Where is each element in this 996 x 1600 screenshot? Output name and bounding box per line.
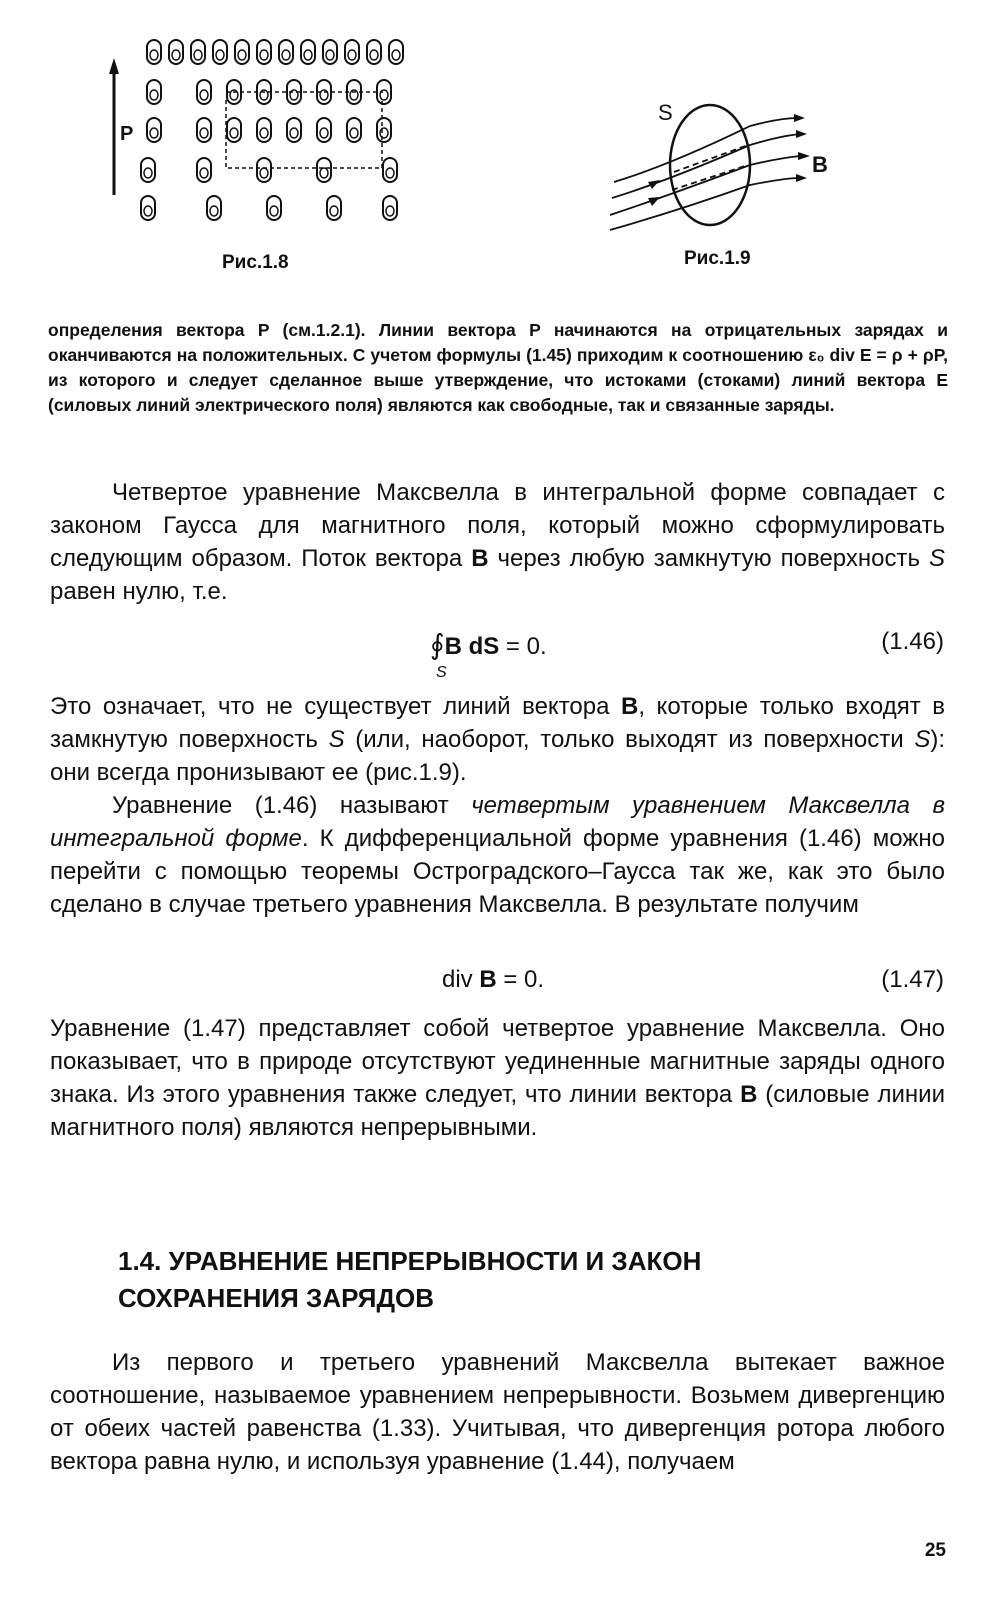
dipole-r2-c1 [197,118,211,142]
dipole-r1-c1 [197,80,211,104]
figure-1-9-caption: Рис.1.9 [684,248,751,269]
dipole-r4-c2 [267,196,281,220]
magnetic-flux-surface-diagram [600,90,850,240]
equation-1-46-number: (1.46) [881,628,944,655]
dipole-r2-c6 [347,118,361,142]
dipole-r1-c0 [147,80,161,104]
section-heading: 1.4. УРАВНЕНИЕ НЕПРЕРЫВНОСТИ И ЗАКОН СОХРАНЕНИЯ ЗАРЯДОВ [118,1246,702,1313]
dipole-lattice-diagram [108,30,428,240]
field-label: B [812,152,828,177]
dipole-r2-c3 [257,118,271,142]
dipole-r2-c2 [227,118,241,142]
dipole-r0-c3 [213,40,227,64]
dipole-r3-c3 [317,158,331,182]
page-number: 25 [924,1540,946,1561]
polarization-label: P [120,123,134,145]
dipole-r0-c10 [367,40,381,64]
dipole-r3-c1 [197,158,211,182]
small-print-paragraph: определения вектора P (см.1.2.1). Линии вектора P начинаются на отрицательных зарядах и оканчиваются на положительных. С учетом формулы (1.45) приходим к соотношению ε₀ div E = ρ + ρP, из которого и следует сделанное выше утверждение, что истоками (стоками) линий вектора E (силовых линий электрического поля) являются как свободные, так и связанные заряды. [48,320,948,415]
dipole-r2-c5 [317,118,331,142]
dipole-r2-c0 [147,118,161,142]
dipole-r0-c5 [257,40,271,64]
figure-1-8-caption: Рис.1.8 [222,252,289,273]
dipole-r1-c7 [377,80,391,104]
paragraph-1: Четвертое уравнение Максвелла в интегральной форме совпадает с законом Гаусса для магнитного поля, который можно сформулировать следующим образом. Поток вектора B через любую замкнутую поверхность S равен нулю, т.е. [50,479,945,605]
dipole-r0-c1 [169,40,183,64]
dipole-r4-c4 [383,196,397,220]
dipole-r2-c7 [377,118,391,142]
figure-1-9 [600,90,850,240]
figure-1-8 [108,30,428,240]
paragraph-2: Это означает, что не существует линий вектора B, которые только входят в замкнутую поверхность S (или, наоборот, только выходят из поверхности S): они всегда пронизывают ее (рис.1.9). [50,693,945,786]
paragraph-3: Уравнение (1.46) называют четвертым уравнением Максвелла в интегральной форме. К дифференциальной форме уравнения (1.46) можно перейти с помощью теоремы Остроградского–Гаусса так же, как это было сделано в случае третьего уравнения Максвелла. В результате получим [50,792,945,918]
equation-1-47-number: (1.47) [881,966,944,993]
equation-1-46-subscript: S [436,664,447,681]
equation-1-46: ∮B dS = 0. [430,629,547,660]
dipole-r0-c7 [301,40,315,64]
dipole-r0-c6 [279,40,293,64]
dipole-r0-c11 [389,40,403,64]
paragraph-4: Уравнение (1.47) представляет собой четвертое уравнение Максвелла. Оно показывает, что в природе отсутствуют уединенные магнитные заряды одного знака. Из этого уравнения также следует, что линии вектора B (силовые линии магнитного поля) являются непрерывными. [50,1015,945,1141]
dipole-r0-c4 [235,40,249,64]
dipole-r0-c2 [191,40,205,64]
dipole-r3-c2 [257,158,271,182]
dipole-r3-c0 [141,158,155,182]
dipole-r4-c1 [207,196,221,220]
dipole-r4-c3 [327,196,341,220]
equation-1-47: div B = 0. [442,966,545,993]
dipole-r0-c8 [323,40,337,64]
surface-label: S [658,100,673,125]
dipole-r0-c0 [147,40,161,64]
dipole-r3-c4 [383,158,397,182]
paragraph-5: Из первого и третьего уравнений Максвелла вытекает важное соотношение, называемое уравнением непрерывности. Возьмем дивергенцию от обеих частей равенства (1.33). Учитывая, что дивергенция ротора любого вектора равна нулю, и используя уравнение (1.44), получаем [50,1349,945,1475]
dipole-r4-c0 [141,196,155,220]
dipole-r0-c9 [345,40,359,64]
dipole-r2-c4 [287,118,301,142]
